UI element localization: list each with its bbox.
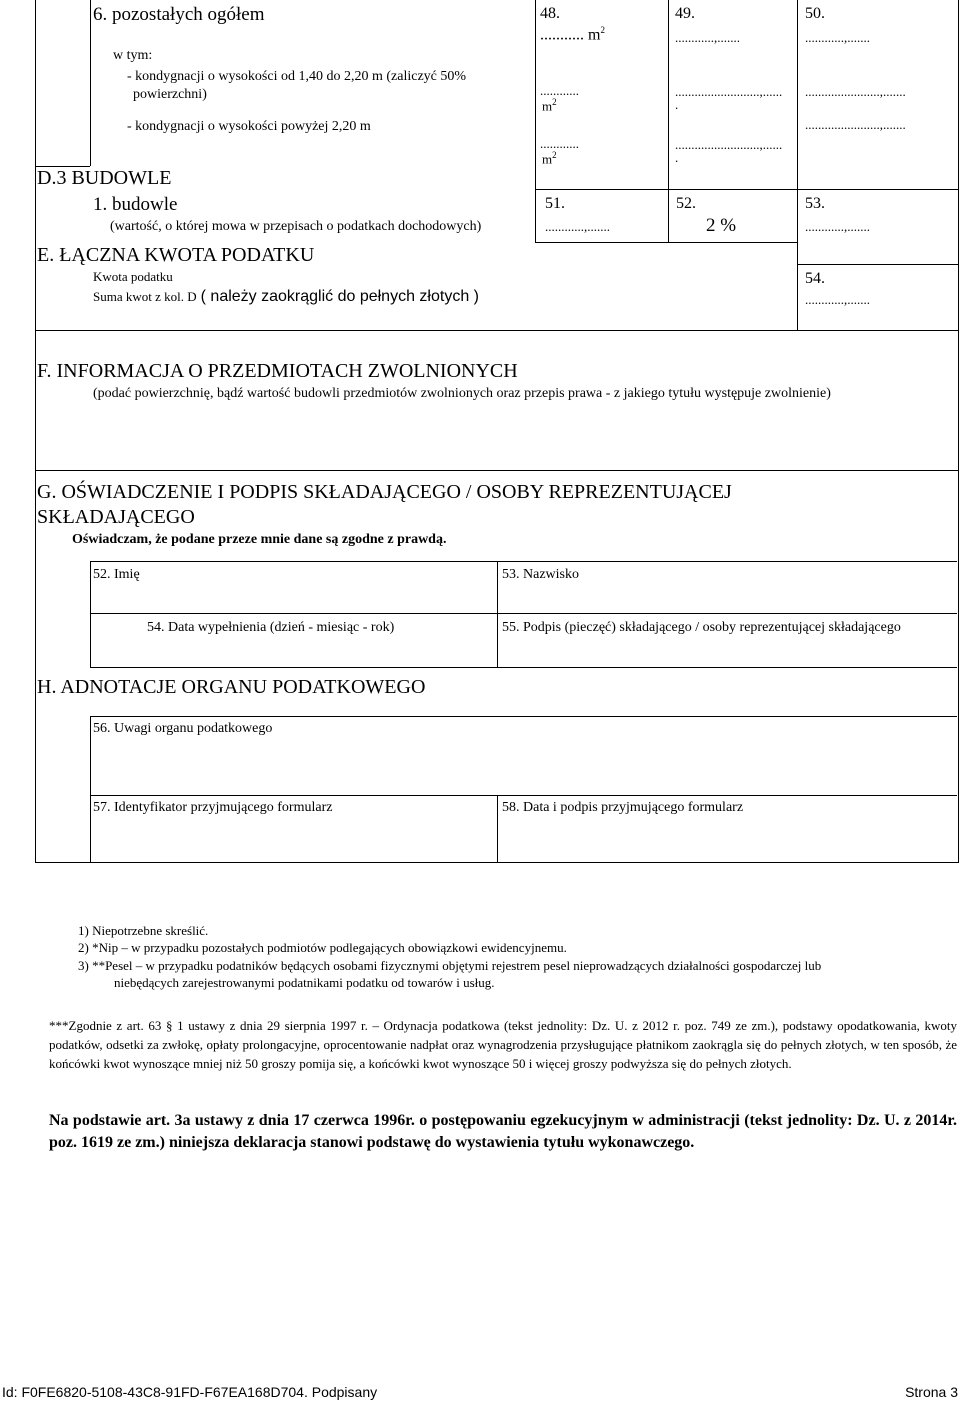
field-48b-dots[interactable]: ............ [540, 136, 579, 151]
statement: Oświadczam, że podane przeze mnie dane są zgodne z prawdą. [72, 532, 447, 547]
field-53-value[interactable]: ............,....... [805, 219, 870, 234]
field-48-number: 48. [540, 5, 560, 22]
field-52-rate: 2 % [706, 215, 737, 236]
section-g-title-2: SKŁADAJĄCEGO [37, 506, 195, 528]
field-48-value[interactable] [540, 25, 605, 44]
sub1-label-line2: powierzchni) [133, 87, 207, 102]
field-50b-value[interactable]: .......................,....... [805, 117, 906, 132]
field-48-unit-sup: 2 [600, 25, 605, 35]
footnote-2: 2) *Nip – w przypadku pozostałych podmiotów podlegających obowiązkowi ewidencyjnemu. [78, 940, 567, 955]
section-e-title: E. ŁĄCZNA KWOTA PODATKU [37, 244, 315, 266]
table-right-border [958, 0, 959, 862]
row-line-e [535, 242, 797, 243]
suma-label-note: ( należy zaokrąglić do pełnych złotych ) [200, 288, 479, 305]
field-50a-value[interactable]: .......................,....... [805, 84, 906, 99]
footnote-3-line1: 3) **Pesel – w przypadku podatników będących osobami fizycznymi objętymi rejestrem pesel nieprowadzących działalności gospodarczej lub [78, 958, 822, 973]
receiver-id-field[interactable] [91, 820, 495, 861]
footnote-1: 1) Niepotrzebne skreślić. [78, 923, 209, 938]
field-49-value[interactable]: ............,....... [675, 30, 740, 45]
section-f-note: (podać powierzchnię, bądź wartość budowli przedmiotów zwolnionych oraz przepis prawa - z jakiego tytułu występuje zwolnienie) [93, 386, 831, 401]
field-51-value[interactable]: ............,....... [545, 219, 610, 234]
row-line-f [35, 330, 959, 331]
kwota-label: Kwota podatku [93, 269, 173, 284]
field-48-unit: m [588, 26, 601, 44]
field-48a-unit: $m^2$ [542, 97, 557, 114]
footnote-3-line2: niebędących zarejestrowanymi podatnikami podatku od towarów i usług. [114, 975, 495, 990]
row-line-g [35, 470, 959, 471]
g-grid-middle [90, 613, 957, 614]
remarks-field-label: 56. Uwagi organu podatkowego [93, 721, 273, 736]
receiver-id-label: 57. Identyfikator przyjmującego formularz [93, 800, 333, 815]
table-left-border [35, 0, 36, 862]
row-line-51 [535, 189, 958, 190]
col-line-indent [90, 0, 91, 166]
field-51-number: 51. [545, 195, 565, 212]
g-grid-top [90, 561, 957, 562]
field-54-value[interactable]: ............,....... [805, 292, 870, 307]
receiver-date-field[interactable] [498, 820, 956, 861]
row-line-54 [797, 264, 958, 265]
field-49a-dot: . [675, 97, 679, 112]
date-field[interactable] [91, 640, 495, 666]
col-line-50 [797, 0, 798, 330]
signature-field-label: 55. Podpis (pieczęć) składającego / osoby reprezentującej składającego [502, 620, 901, 635]
legal-note: ***Zgodnie z art. 63 § 1 ustawy z dnia 29 sierpnia 1997 r. – Ordynacja podatkowa (tekst jednolity: Dz. U. z 2012 r. poz. 749 ze zm.), podstawy opodatkowania, kwoty podatków, odsetki za zwłokę, opłaty prolongacyjne, oprocentowanie nadpłat oraz wynagrodzenia przysługujące płatnikom zaokrągla się do pełnych złotych, w ten sposób, że końcówki kwot wynoszące mniej niż 50 groszy pomija się, a końcówki kwot wynoszące 50 i więcej groszy podwyższa się do pełnych złotych. [49, 1018, 957, 1071]
remarks-field[interactable] [91, 740, 956, 794]
row6-label: 6. pozostałych ogółem [93, 4, 265, 25]
g-grid-bottom [90, 667, 957, 668]
field-48a-dots[interactable]: ............ [540, 83, 579, 98]
surname-field[interactable] [498, 585, 956, 611]
section-h-title: H. ADNOTACJE ORGANU PODATKOWEGO [37, 676, 426, 698]
field-50-number: 50. [805, 5, 825, 22]
d3-title: D.3 BUDOWLE [37, 167, 172, 189]
field-50-value[interactable]: ............,....... [805, 30, 870, 45]
field-49b-value[interactable]: ..........................,...... [675, 137, 783, 152]
col-line-48 [535, 0, 536, 242]
field-48-dots: ........... [540, 26, 584, 44]
field-54-number: 54. [805, 270, 825, 287]
suma-label-text: Suma kwot z kol. D [93, 289, 197, 304]
basis-note: Na podstawie art. 3a ustawy z dnia 17 czerwca 1996r. o postępowaniu egzekucyjnym w administracji (tekst jednolity: Dz. U. z 2014r. poz. 1619 ze zm.) niniejsza deklaracja stanowi podstawę do wystawienia tytułu wykonawczego. [49, 1112, 957, 1151]
field-49-number: 49. [675, 5, 695, 22]
suma-label [93, 288, 479, 306]
col-line-49 [668, 0, 669, 242]
w-tym-label: w tym: [113, 48, 153, 63]
name-field[interactable] [91, 585, 495, 611]
document-id: Id: F0FE6820-5108-43C8-91FD-F67EA168D704. Podpisany [2, 1384, 378, 1400]
h-grid-middle [90, 795, 957, 796]
section-g-title-1: G. OŚWIADCZENIE I PODPIS SKŁADAJĄCEGO / OSOBY REPREZENTUJĄCEJ [37, 481, 732, 503]
field-48b-unit: $m^2$ [542, 150, 557, 167]
table-bottom-border [35, 862, 959, 863]
section-f-title: F. INFORMACJA O PRZEDMIOTACH ZWOLNIONYCH [37, 360, 518, 382]
field-49a-value[interactable]: ..........................,...... [675, 84, 783, 99]
field-49b-dot: . [675, 150, 679, 165]
h-grid-top [90, 716, 957, 717]
sub1-label-line1: - kondygnacji o wysokości od 1,40 do 2,20 m (zaliczyć 50% [127, 69, 467, 84]
name-field-label: 52. Imię [93, 567, 140, 582]
budowle-label: 1. budowle [93, 194, 178, 215]
sub2-label: - kondygnacji o wysokości powyżej 2,20 m [127, 119, 371, 134]
field-52-number: 52. [676, 195, 696, 212]
field-53-number: 53. [805, 195, 825, 212]
signature-field[interactable] [498, 640, 956, 666]
date-field-label: 54. Data wypełnienia (dzień - miesiąc - rok) [147, 620, 395, 635]
receiver-date-label: 58. Data i podpis przyjmującego formularz [502, 800, 744, 815]
page-number: Strona 3 [905, 1384, 958, 1400]
surname-field-label: 53. Nazwisko [502, 567, 579, 582]
budowle-note: (wartość, o której mowa w przepisach o podatkach dochodowych) [110, 219, 482, 234]
